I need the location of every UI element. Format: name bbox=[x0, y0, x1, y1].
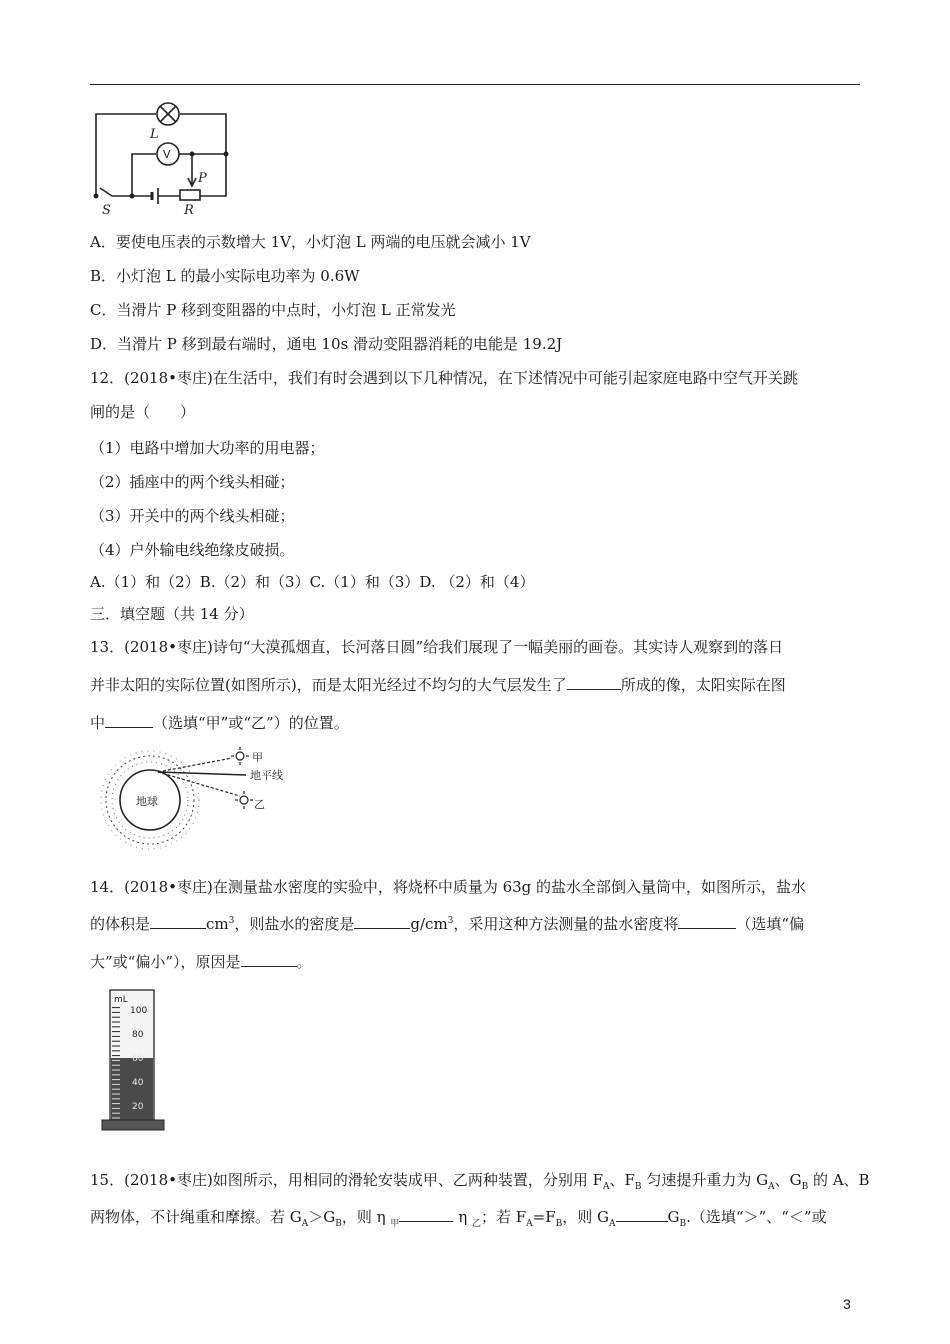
q15-eta-2: η bbox=[458, 1208, 472, 1226]
q12-item-3: （3）开关中的两个线头相碰； bbox=[90, 507, 295, 525]
q11-option-c: C．当滑片 P 移到变阻器的中点时，小灯泡 L 正常发光 bbox=[90, 301, 456, 319]
q14-line2-text-c: ，采用这种方法测量的盐水密度将 bbox=[453, 915, 679, 933]
q15-gt: ＞G bbox=[308, 1208, 336, 1226]
q13-blank-1[interactable] bbox=[567, 675, 621, 690]
q15-sub-a-5: A bbox=[609, 1219, 616, 1229]
q15-sep-2: 、G bbox=[774, 1171, 802, 1189]
horizon-label: 地平线 bbox=[250, 769, 283, 782]
q12-item-2: （2）插座中的两个线头相碰； bbox=[90, 473, 295, 491]
q15-blank-weight[interactable] bbox=[616, 1207, 668, 1222]
q15-sub-a-2: A bbox=[768, 1182, 775, 1192]
q15-sub-a-3: A bbox=[301, 1219, 309, 1229]
measuring-cylinder bbox=[100, 984, 170, 1136]
section-heading: 三．填空题（共 14 分） bbox=[90, 605, 254, 623]
slider-label: P bbox=[198, 171, 207, 186]
q15-line2-text-a: 两物体，不计绳重和摩擦。若 G bbox=[90, 1208, 302, 1226]
q12-options: A.（1）和（2）B.（2）和（3）C.（1）和（3）D. （2）和（4） bbox=[90, 573, 535, 591]
q14-unit-sup-2: 3 bbox=[447, 916, 454, 926]
q15-sub-yi: 乙 bbox=[471, 1219, 481, 1229]
q14-stem-line3 bbox=[90, 952, 312, 972]
q14-blank-density[interactable] bbox=[354, 914, 410, 929]
q15-line2-text-e: G bbox=[667, 1208, 680, 1226]
q14-unit-sup: 3 bbox=[228, 916, 235, 926]
q15-line2-text-f: .（选填“＞”、“＜”或 bbox=[686, 1208, 827, 1226]
q15-sub-b-4: B bbox=[555, 1219, 563, 1229]
q14-line2-text-a: 的体积是 bbox=[90, 915, 151, 933]
cylinder-tick-100: 100 bbox=[130, 1006, 148, 1016]
earth-atmosphere-figure bbox=[96, 742, 316, 852]
q11-option-b: B．小灯泡 L 的最小实际电功率为 0.6W bbox=[90, 267, 360, 285]
earth-label: 地球 bbox=[136, 795, 158, 808]
q14-line2-text-b: ，则盐水的密度是 bbox=[234, 915, 355, 933]
q15-stem-line2 bbox=[90, 1207, 827, 1227]
q14-line3-text-b: 。 bbox=[296, 953, 312, 971]
q12-item-1: （1）电路中增加大功率的用电器； bbox=[90, 439, 325, 457]
q13-blank-2[interactable] bbox=[105, 713, 153, 728]
q15-sub-b-3: B bbox=[335, 1219, 342, 1229]
cylinder-tick-40: 40 bbox=[132, 1078, 144, 1088]
q11-option-a: A．要使电压表的示数增大 1V，小灯泡 L 两端的电压就会减小 1V bbox=[90, 233, 531, 251]
q14-line2-text-d: （选填“偏 bbox=[736, 915, 805, 933]
q14-line3-text-a: 大”或“偏小”），原因是 bbox=[90, 953, 241, 971]
circuit-diagram bbox=[88, 100, 238, 218]
q14-stem-line2 bbox=[90, 914, 804, 934]
header-rule bbox=[90, 84, 860, 85]
sun-yi-icon bbox=[235, 791, 253, 809]
q14-blank-bias[interactable] bbox=[678, 914, 736, 929]
q15-line1-text-b: 匀速提升重力为 G bbox=[641, 1171, 769, 1189]
q15-sub-b-2: B bbox=[801, 1182, 809, 1192]
cylinder-tick-80: 80 bbox=[132, 1030, 144, 1040]
q14-stem-line1: 14．(2018•枣庄)在测量盐水密度的实验中，将烧杯中质量为 63g 的盐水全部倒入量筒中，如图所示，盐水 bbox=[90, 878, 807, 896]
q15-sub-a-4: A bbox=[526, 1219, 533, 1229]
q15-stem-line1 bbox=[90, 1170, 870, 1190]
q15-sub-jia: 甲 bbox=[390, 1219, 400, 1229]
q15-sub-a: A bbox=[603, 1182, 610, 1192]
q15-line2-text-c: ；若 F bbox=[480, 1208, 527, 1226]
q12-stem-line2: 闸的是（ ） bbox=[90, 403, 196, 421]
q15-eq: =F bbox=[532, 1208, 556, 1226]
page-number: 3 bbox=[843, 1296, 851, 1312]
q13-stem-line3 bbox=[90, 713, 349, 733]
q15-sub-b-5: B bbox=[679, 1219, 687, 1229]
q15-line1-text-c: 的 A、B bbox=[808, 1171, 870, 1189]
q15-sub-b: B bbox=[634, 1182, 642, 1192]
q15-blank-efficiency[interactable] bbox=[399, 1207, 453, 1222]
q12-stem-line1: 12．(2018•枣庄)在生活中，我们有时会遇到以下几种情况，在下述情况中可能引起家庭电路中空气开关跳 bbox=[90, 369, 798, 387]
q11-option-d: D．当滑片 P 移到最右端时，通电 10s 滑动变阻器消耗的电能是 19.2J bbox=[90, 335, 563, 353]
q13-line2-text-b: 所成的像，太阳实际在图 bbox=[620, 676, 786, 694]
q14-unit-gcm: g/cm bbox=[410, 915, 448, 933]
q12-item-4: （4）户外输电线绝缘皮破损。 bbox=[90, 541, 295, 559]
cylinder-unit-label: mL bbox=[114, 995, 128, 1005]
rheostat-label: R bbox=[184, 203, 194, 218]
q14-blank-reason[interactable] bbox=[241, 952, 297, 967]
jia-label: 甲 bbox=[252, 751, 263, 764]
q15-sep-1: 、F bbox=[609, 1171, 635, 1189]
q15-line2-text-b: ，则 η bbox=[341, 1208, 391, 1226]
yi-label: 乙 bbox=[254, 798, 265, 811]
sun-jia-icon bbox=[231, 747, 249, 765]
q13-stem-line1: 13．(2018•枣庄)诗句“大漠孤烟直，长河落日圆”给我们展现了一幅美丽的画卷。其实诗人观察到的落日 bbox=[90, 638, 784, 656]
cylinder-tick-20: 20 bbox=[132, 1102, 144, 1112]
q14-unit-cm: cm bbox=[206, 915, 229, 933]
q13-line3-text-a: 中 bbox=[90, 714, 106, 732]
switch-label: S bbox=[102, 203, 111, 218]
lamp-label: L bbox=[150, 127, 159, 142]
q15-line1-text-a: 15．(2018•枣庄)如图所示，用相同的滑轮安装成甲、乙两种装置，分别用 F bbox=[90, 1171, 603, 1189]
cylinder-tick-60: 60 bbox=[132, 1054, 144, 1064]
q13-line2-text-a: 并非太阳的实际位置(如图所示)，而是太阳光经过不均匀的大气层发生了 bbox=[90, 676, 567, 694]
q13-stem-line2 bbox=[90, 675, 786, 695]
q14-blank-volume[interactable] bbox=[150, 914, 206, 929]
q15-line2-text-d: ，则 G bbox=[562, 1208, 610, 1226]
voltmeter-label: V bbox=[163, 148, 171, 161]
q13-line3-text-b: （选填“甲”或“乙”）的位置。 bbox=[153, 714, 349, 732]
